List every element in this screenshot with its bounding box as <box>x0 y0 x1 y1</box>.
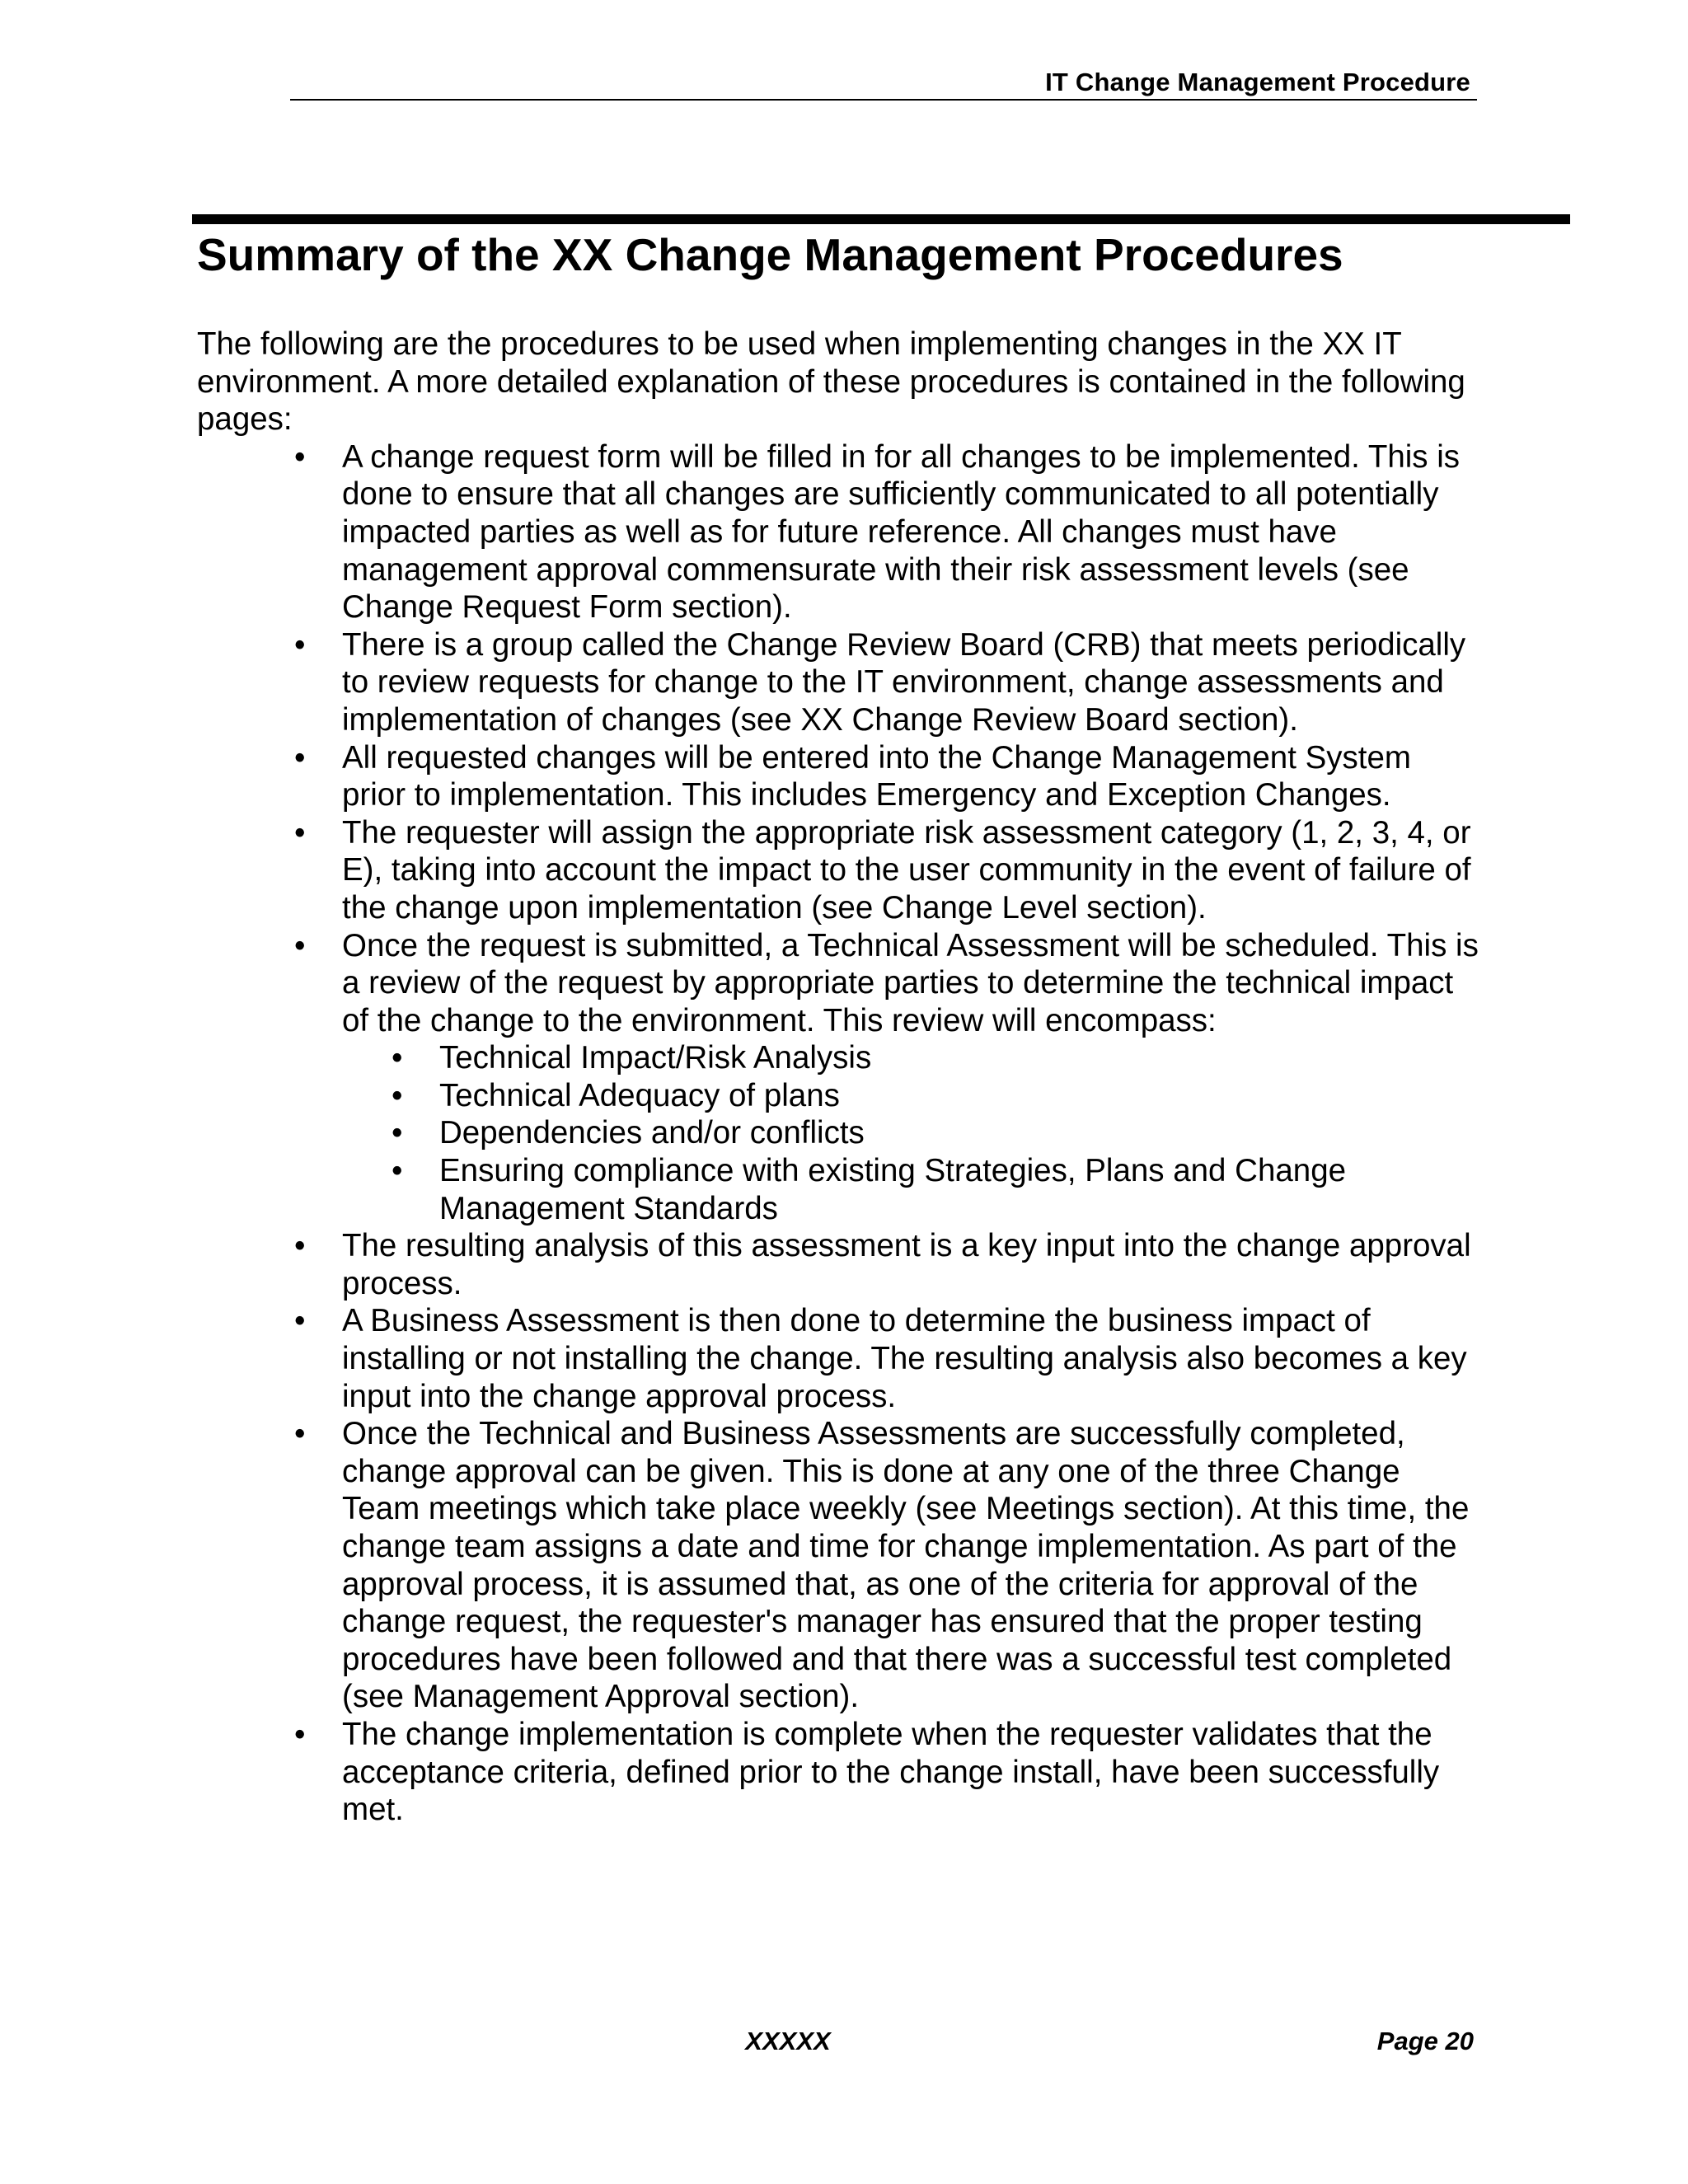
sub-list-item <box>392 1077 1483 1115</box>
bullet-icon: • <box>294 626 306 663</box>
list-item <box>294 1227 1483 1302</box>
sub-list-item <box>392 1152 1483 1227</box>
bullet-icon: • <box>392 1040 403 1076</box>
sub-list-item-text: Ensuring compliance with existing Strategies, Plans and Change Management Standards <box>439 1153 1347 1226</box>
title-rule <box>192 214 1570 224</box>
bullet-icon: • <box>294 814 306 851</box>
list-item <box>294 438 1483 626</box>
procedure-list <box>197 438 1483 1829</box>
list-item <box>294 814 1483 927</box>
bullet-icon: • <box>294 438 306 475</box>
intro-paragraph: The following are the procedures to be used when implementing changes in the XX IT environment. A more detailed explanation of these procedures is contained in the following pages: <box>197 326 1465 438</box>
bullet-icon: • <box>392 1077 403 1113</box>
assessment-sublist <box>342 1039 1483 1227</box>
list-item-text: The change implementation is complete when the requester validates that the acceptance criteria, defined prior to the change install, have been successfully met. <box>342 1716 1440 1828</box>
bullet-icon: • <box>294 1716 306 1752</box>
section-title: Summary of the XX Change Management Procedures <box>197 229 1343 280</box>
list-item <box>294 739 1483 814</box>
page-number: Page 20 <box>1376 2027 1474 2055</box>
list-item <box>294 1415 1483 1716</box>
list-item-text: A change request form will be filled in for all changes to be implemented. This is done to ensure that all changes are sufficiently communicated to all potentially impacted parties as well as for future reference. All changes must have management approval commensurate with their risk assessment levels (see Change Request Form section). <box>342 438 1461 626</box>
bullet-icon: • <box>294 1416 306 1452</box>
list-item-text: All requested changes will be entered into the Change Management System prior to implementation. This includes Emergency and Exception Changes. <box>342 739 1411 813</box>
list-item-text: There is a group called the Change Review Board (CRB) that meets periodically to review requests for change to the IT environment, change assessments and implementation of changes (see XX Change Review Board section). <box>342 626 1466 738</box>
sub-list-item-text: Dependencies and/or conflicts <box>439 1115 865 1151</box>
sub-list-item-text: Technical Impact/Risk Analysis <box>439 1040 872 1076</box>
list-item <box>294 927 1483 1228</box>
bullet-icon: • <box>294 739 306 776</box>
footer-document-id: XXXXX <box>745 2027 831 2055</box>
list-item-text: The requester will assign the appropriate risk assessment category (1, 2, 3, 4, or E), taking into account the impact to the user community in the event of failure of the change upon implementation (see Change Level section). <box>342 814 1471 926</box>
bullet-icon: • <box>294 927 306 963</box>
list-item <box>294 1716 1483 1829</box>
list-item-text: Once the Technical and Business Assessments are successfully completed, change approval can be given. This is done at any one of the three Change Team meetings which take place weekly (see Meetings section). At this time, the change team assigns a date and time for change implementation. As part of the approval process, it is assumed that, as one of the criteria for approval of the change request, the requester's manager has ensured that the proper testing procedures have been followed and that there was a successful test completed (see Management Approval section). <box>342 1416 1470 1715</box>
page-header <box>290 68 1477 101</box>
bullet-icon: • <box>392 1153 403 1189</box>
sub-list-item-text: Technical Adequacy of plans <box>439 1077 840 1113</box>
list-item-text: Once the request is submitted, a Technical Assessment will be scheduled. This is a review of the request by appropriate parties to determine the technical impact of the change to the environment. This review will encompass: <box>342 927 1479 1038</box>
sub-list-item <box>392 1114 1483 1152</box>
section-body <box>197 326 1483 1829</box>
bullet-icon: • <box>392 1115 403 1151</box>
list-item-text: The resulting analysis of this assessment is a key input into the change approval process. <box>342 1228 1471 1301</box>
list-item <box>294 626 1483 739</box>
list-item-text: A Business Assessment is then done to determine the business impact of installing or not installing the change. The resulting analysis also becomes a key input into the change approval process. <box>342 1303 1467 1414</box>
bullet-icon: • <box>294 1303 306 1339</box>
sub-list-item <box>392 1039 1483 1077</box>
list-item <box>294 1302 1483 1415</box>
header-title: IT Change Management Procedure <box>1045 68 1470 96</box>
bullet-icon: • <box>294 1228 306 1264</box>
